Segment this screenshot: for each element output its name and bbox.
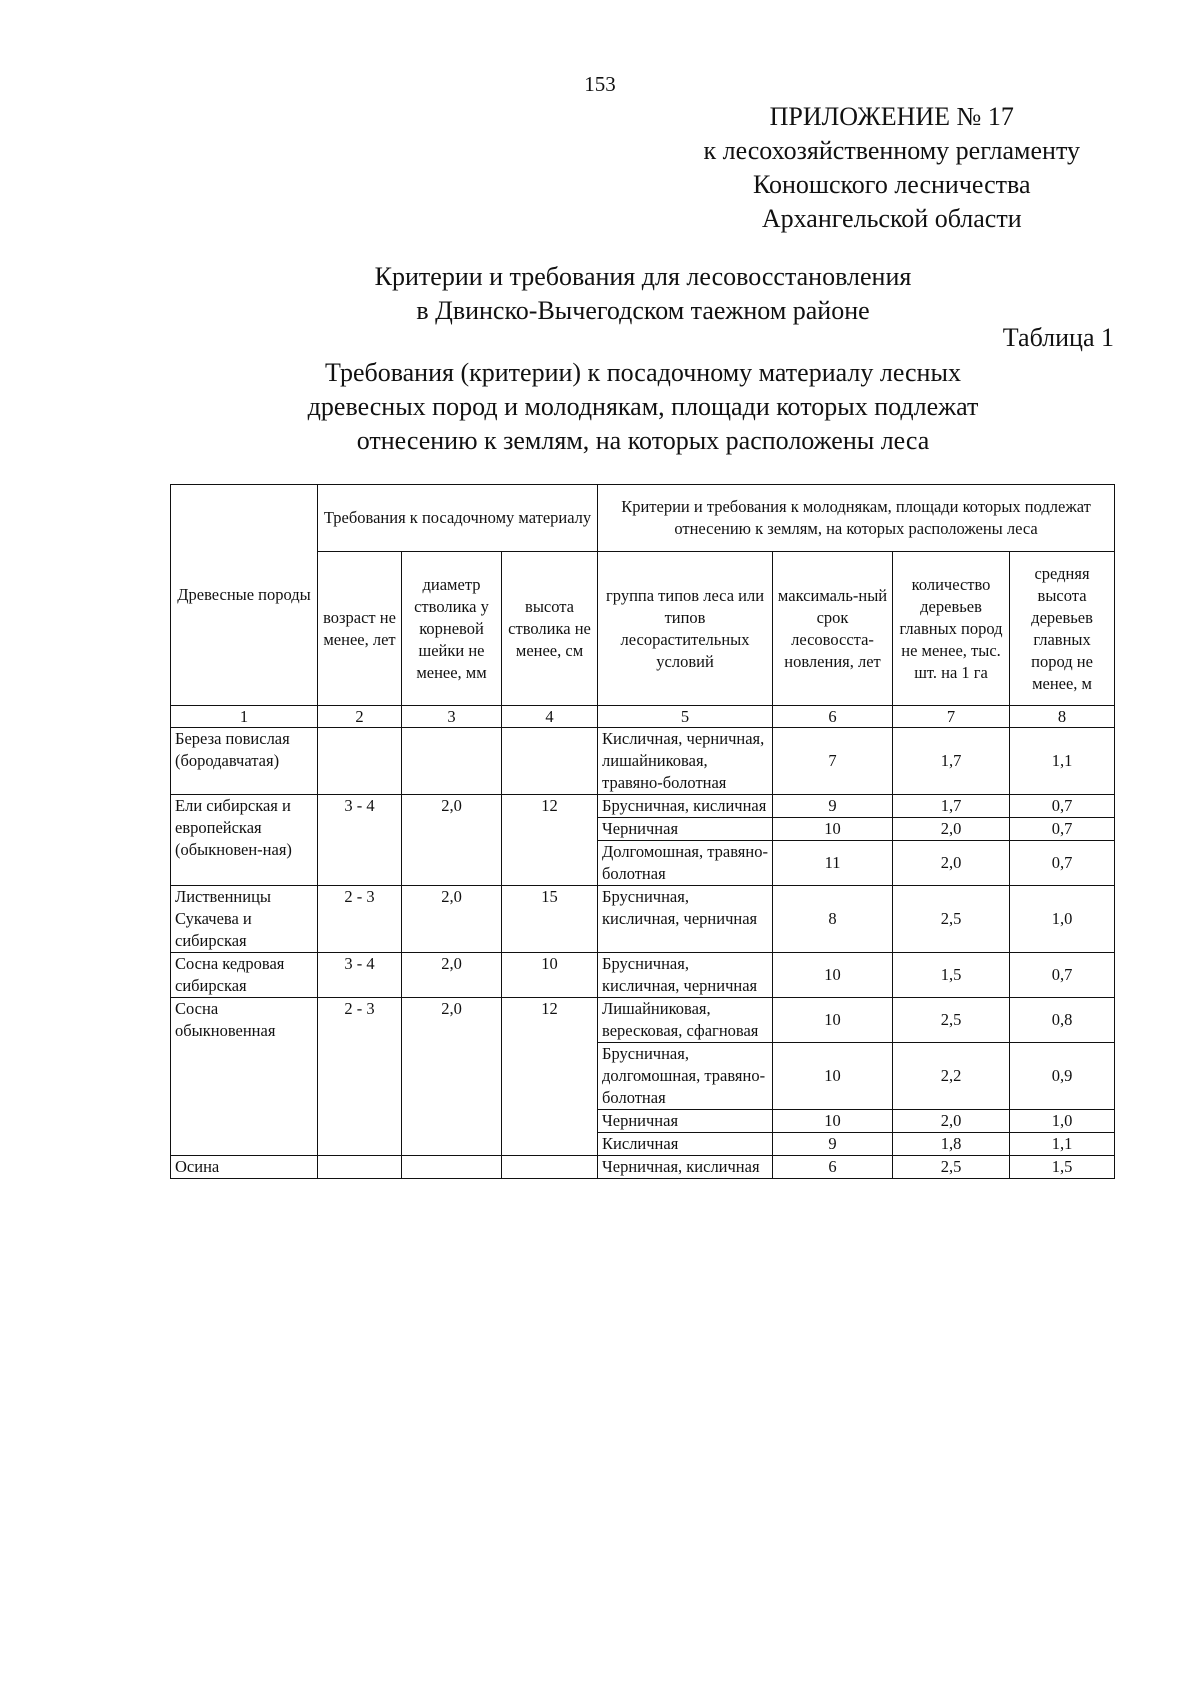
age-cell xyxy=(318,1156,402,1179)
requirements-table xyxy=(170,484,1115,1179)
height-cell xyxy=(502,1156,598,1179)
max-term-cell: 7 xyxy=(773,728,893,795)
species-cell: Сосна обыкновенная xyxy=(171,998,318,1156)
max-term-cell: 10 xyxy=(773,1110,893,1133)
trees-count-cell: 2,0 xyxy=(893,818,1010,841)
table-row xyxy=(171,953,1115,998)
age-cell: 3 - 4 xyxy=(318,953,402,998)
trees-count-cell: 2,0 xyxy=(893,1110,1010,1133)
max-term-cell: 11 xyxy=(773,841,893,886)
forest-type-cell: Брусничная, кисличная, черничная xyxy=(598,953,773,998)
trees-count-cell: 1,8 xyxy=(893,1133,1010,1156)
header-max-term: максималь-ный срок лесовосста-новления, лет xyxy=(773,552,893,706)
forest-type-cell: Черничная xyxy=(598,1110,773,1133)
trees-count-cell: 2,5 xyxy=(893,886,1010,953)
max-term-cell: 9 xyxy=(773,1133,893,1156)
max-term-cell: 10 xyxy=(773,998,893,1043)
header-species: Древесные породы xyxy=(171,485,318,706)
table-row xyxy=(171,886,1115,953)
avg-height-cell: 1,1 xyxy=(1010,1133,1115,1156)
header-forest-type: группа типов леса или типов лесорастительных условий xyxy=(598,552,773,706)
height-cell xyxy=(502,728,598,795)
column-number: 2 xyxy=(318,706,402,728)
forest-type-cell: Лишайниковая, вересковая, сфагновая xyxy=(598,998,773,1043)
max-term-cell: 10 xyxy=(773,1043,893,1110)
page-number: 153 xyxy=(584,72,616,96)
species-cell: Лиственницы Сукачева и сибирская xyxy=(171,886,318,953)
table-number: Таблица 1 xyxy=(1002,323,1114,352)
avg-height-cell: 0,7 xyxy=(1010,818,1115,841)
header-avg-height: средняя высота деревьев главных пород не менее, м xyxy=(1010,552,1115,706)
trees-count-cell: 1,7 xyxy=(893,795,1010,818)
height-cell: 12 xyxy=(502,795,598,886)
max-term-cell: 8 xyxy=(773,886,893,953)
title-line: в Двинско-Вычегодском таежном районе xyxy=(416,296,870,325)
avg-height-cell: 1,0 xyxy=(1010,886,1115,953)
trees-count-cell: 2,0 xyxy=(893,841,1010,886)
max-term-cell: 6 xyxy=(773,1156,893,1179)
header-group-young: Критерии и требования к молоднякам, площади которых подлежат отнесению к землям, на которых расположены леса xyxy=(598,485,1115,552)
height-cell: 12 xyxy=(502,998,598,1156)
appendix-line: Архангельской области xyxy=(761,204,1022,233)
forest-type-cell: Брусничная, кисличная, черничная xyxy=(598,886,773,953)
avg-height-cell: 0,8 xyxy=(1010,998,1115,1043)
column-number: 6 xyxy=(773,706,893,728)
caption-line: отнесению к землям, на которых расположены леса xyxy=(356,426,930,455)
appendix-line: ПРИЛОЖЕНИЕ № 17 xyxy=(769,102,1014,131)
height-cell: 10 xyxy=(502,953,598,998)
height-cell: 15 xyxy=(502,886,598,953)
column-numbers-row xyxy=(171,706,1115,728)
avg-height-cell: 0,7 xyxy=(1010,953,1115,998)
title-line: Критерии и требования для лесовосстановления xyxy=(374,262,912,291)
avg-height-cell: 1,5 xyxy=(1010,1156,1115,1179)
forest-type-cell: Брусничная, долгомошная, травяно-болотная xyxy=(598,1043,773,1110)
forest-type-cell: Черничная, кисличная xyxy=(598,1156,773,1179)
diameter-cell: 2,0 xyxy=(402,998,502,1156)
max-term-cell: 9 xyxy=(773,795,893,818)
species-cell: Ели сибирская и европейская (обыкновен-ная) xyxy=(171,795,318,886)
column-number: 5 xyxy=(598,706,773,728)
column-number: 4 xyxy=(502,706,598,728)
header-trees-count: количество деревьев главных пород не менее, тыс. шт. на 1 га xyxy=(893,552,1010,706)
age-cell: 2 - 3 xyxy=(318,998,402,1156)
appendix-header xyxy=(703,100,1080,236)
diameter-cell: 2,0 xyxy=(402,795,502,886)
document-title xyxy=(0,260,1200,328)
forest-type-cell: Долгомошная, травяно-болотная xyxy=(598,841,773,886)
table-row xyxy=(171,998,1115,1043)
column-number: 3 xyxy=(402,706,502,728)
age-cell: 2 - 3 xyxy=(318,886,402,953)
header-height: высота стволика не менее, см xyxy=(502,552,598,706)
column-number: 1 xyxy=(171,706,318,728)
header-diameter: диаметр стволика у корневой шейки не менее, мм xyxy=(402,552,502,706)
max-term-cell: 10 xyxy=(773,953,893,998)
diameter-cell xyxy=(402,728,502,795)
trees-count-cell: 1,5 xyxy=(893,953,1010,998)
species-cell: Сосна кедровая сибирская xyxy=(171,953,318,998)
table-row xyxy=(171,728,1115,795)
age-cell: 3 - 4 xyxy=(318,795,402,886)
caption-line: Требования (критерии) к посадочному материалу лесных xyxy=(325,358,961,387)
avg-height-cell: 0,7 xyxy=(1010,841,1115,886)
diameter-cell: 2,0 xyxy=(402,886,502,953)
column-number: 7 xyxy=(893,706,1010,728)
trees-count-cell: 1,7 xyxy=(893,728,1010,795)
trees-count-cell: 2,2 xyxy=(893,1043,1010,1110)
forest-type-cell: Брусничная, кисличная xyxy=(598,795,773,818)
table-caption xyxy=(0,356,1200,458)
age-cell xyxy=(318,728,402,795)
diameter-cell xyxy=(402,1156,502,1179)
column-number: 8 xyxy=(1010,706,1115,728)
caption-line: древесных пород и молоднякам, площади которых подлежат xyxy=(307,392,979,421)
appendix-line: к лесохозяйственному регламенту xyxy=(703,136,1080,165)
table-row xyxy=(171,1156,1115,1179)
species-cell: Осина xyxy=(171,1156,318,1179)
forest-type-cell: Кисличная xyxy=(598,1133,773,1156)
header-age: возраст не менее, лет xyxy=(318,552,402,706)
trees-count-cell: 2,5 xyxy=(893,1156,1010,1179)
appendix-line: Коношского лесничества xyxy=(752,170,1031,199)
diameter-cell: 2,0 xyxy=(402,953,502,998)
species-cell: Береза повислая (бородавчатая) xyxy=(171,728,318,795)
table-row xyxy=(171,795,1115,818)
avg-height-cell: 1,0 xyxy=(1010,1110,1115,1133)
header-group-planting: Требования к посадочному материалу xyxy=(318,485,598,552)
avg-height-cell: 0,9 xyxy=(1010,1043,1115,1110)
forest-type-cell: Черничная xyxy=(598,818,773,841)
max-term-cell: 10 xyxy=(773,818,893,841)
trees-count-cell: 2,5 xyxy=(893,998,1010,1043)
forest-type-cell: Кисличная, черничная, лишайниковая, травяно-болотная xyxy=(598,728,773,795)
avg-height-cell: 0,7 xyxy=(1010,795,1115,818)
avg-height-cell: 1,1 xyxy=(1010,728,1115,795)
